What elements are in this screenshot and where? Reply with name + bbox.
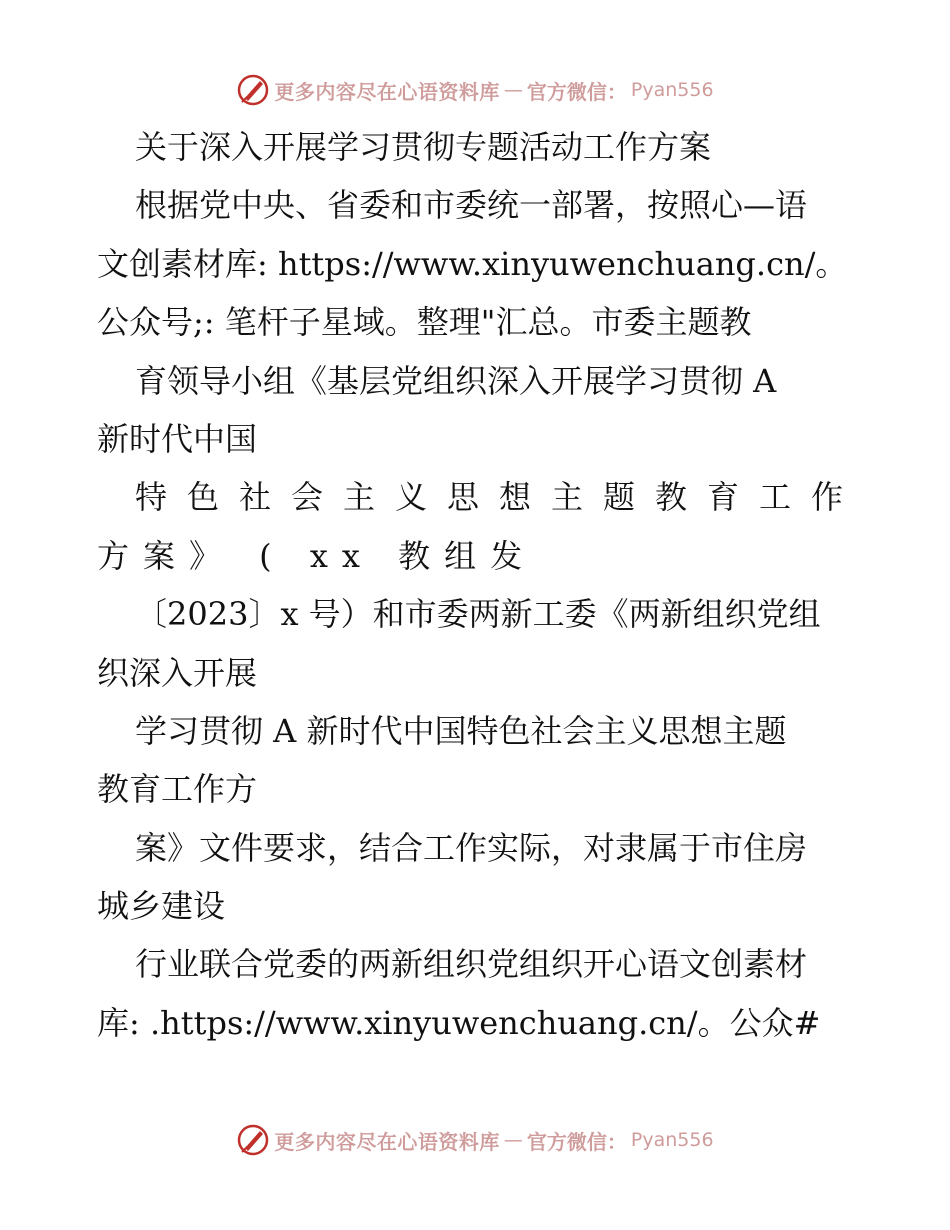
body-line: 特色社会主义思想主题教育工作: [135, 478, 864, 517]
footer-wechat-label: 官方微信：: [526, 1129, 627, 1154]
body-line: 城乡建设: [97, 887, 226, 926]
header-wechat-id: Pyan556: [630, 79, 714, 101]
body-line: 〔2023〕x 号）和市委两新工委《两新组织党组: [135, 595, 821, 634]
document-title: 关于深入开展学习贯彻专题活动工作方案: [135, 128, 712, 166]
body-line: 教育工作方: [97, 770, 258, 809]
header-watermark: [0, 68, 950, 112]
quill-logo-icon: [236, 73, 270, 107]
body-line: 行业联合党委的两新组织党组织开心语文创素材: [135, 945, 808, 984]
body-line: 学习贯彻 A 新时代中国特色社会主义思想主题: [135, 711, 787, 750]
footer-slogan: 更多内容尽在心语资料库: [274, 1129, 500, 1154]
header-wechat-label: 官方微信：: [526, 79, 627, 104]
body-line: 新时代中国: [97, 419, 258, 458]
body-line: 织深入开展: [97, 653, 258, 692]
quill-logo-icon: [236, 1123, 270, 1157]
body-line: 文创素材库: https://www.xinyuwenchuang.cn/。: [97, 244, 848, 283]
body-line: 公众号;: 笔杆子星域。整理"汇总。市委主题教: [97, 303, 752, 342]
header-slogan: 更多内容尽在心语资料库: [274, 79, 500, 104]
body-line: 案》文件要求，结合工作实际，对隶属于市住房: [135, 828, 808, 867]
body-line: 根据党中央、省委和市委统一部署，按照心—语: [135, 186, 808, 225]
body-line: 育领导小组《基层党组织深入开展学习贯彻 A: [135, 361, 777, 400]
body-line: 库: .https://www.xinyuwenchuang.cn/。公众#: [97, 1003, 821, 1042]
body-line: 方案》 ( xx 教组发: [97, 536, 537, 575]
header-dash: —: [503, 79, 523, 101]
document-body: [97, 118, 864, 1052]
footer-dash: —: [503, 1129, 523, 1151]
footer-watermark: [0, 1118, 950, 1162]
footer-wechat-id: Pyan556: [630, 1129, 714, 1151]
